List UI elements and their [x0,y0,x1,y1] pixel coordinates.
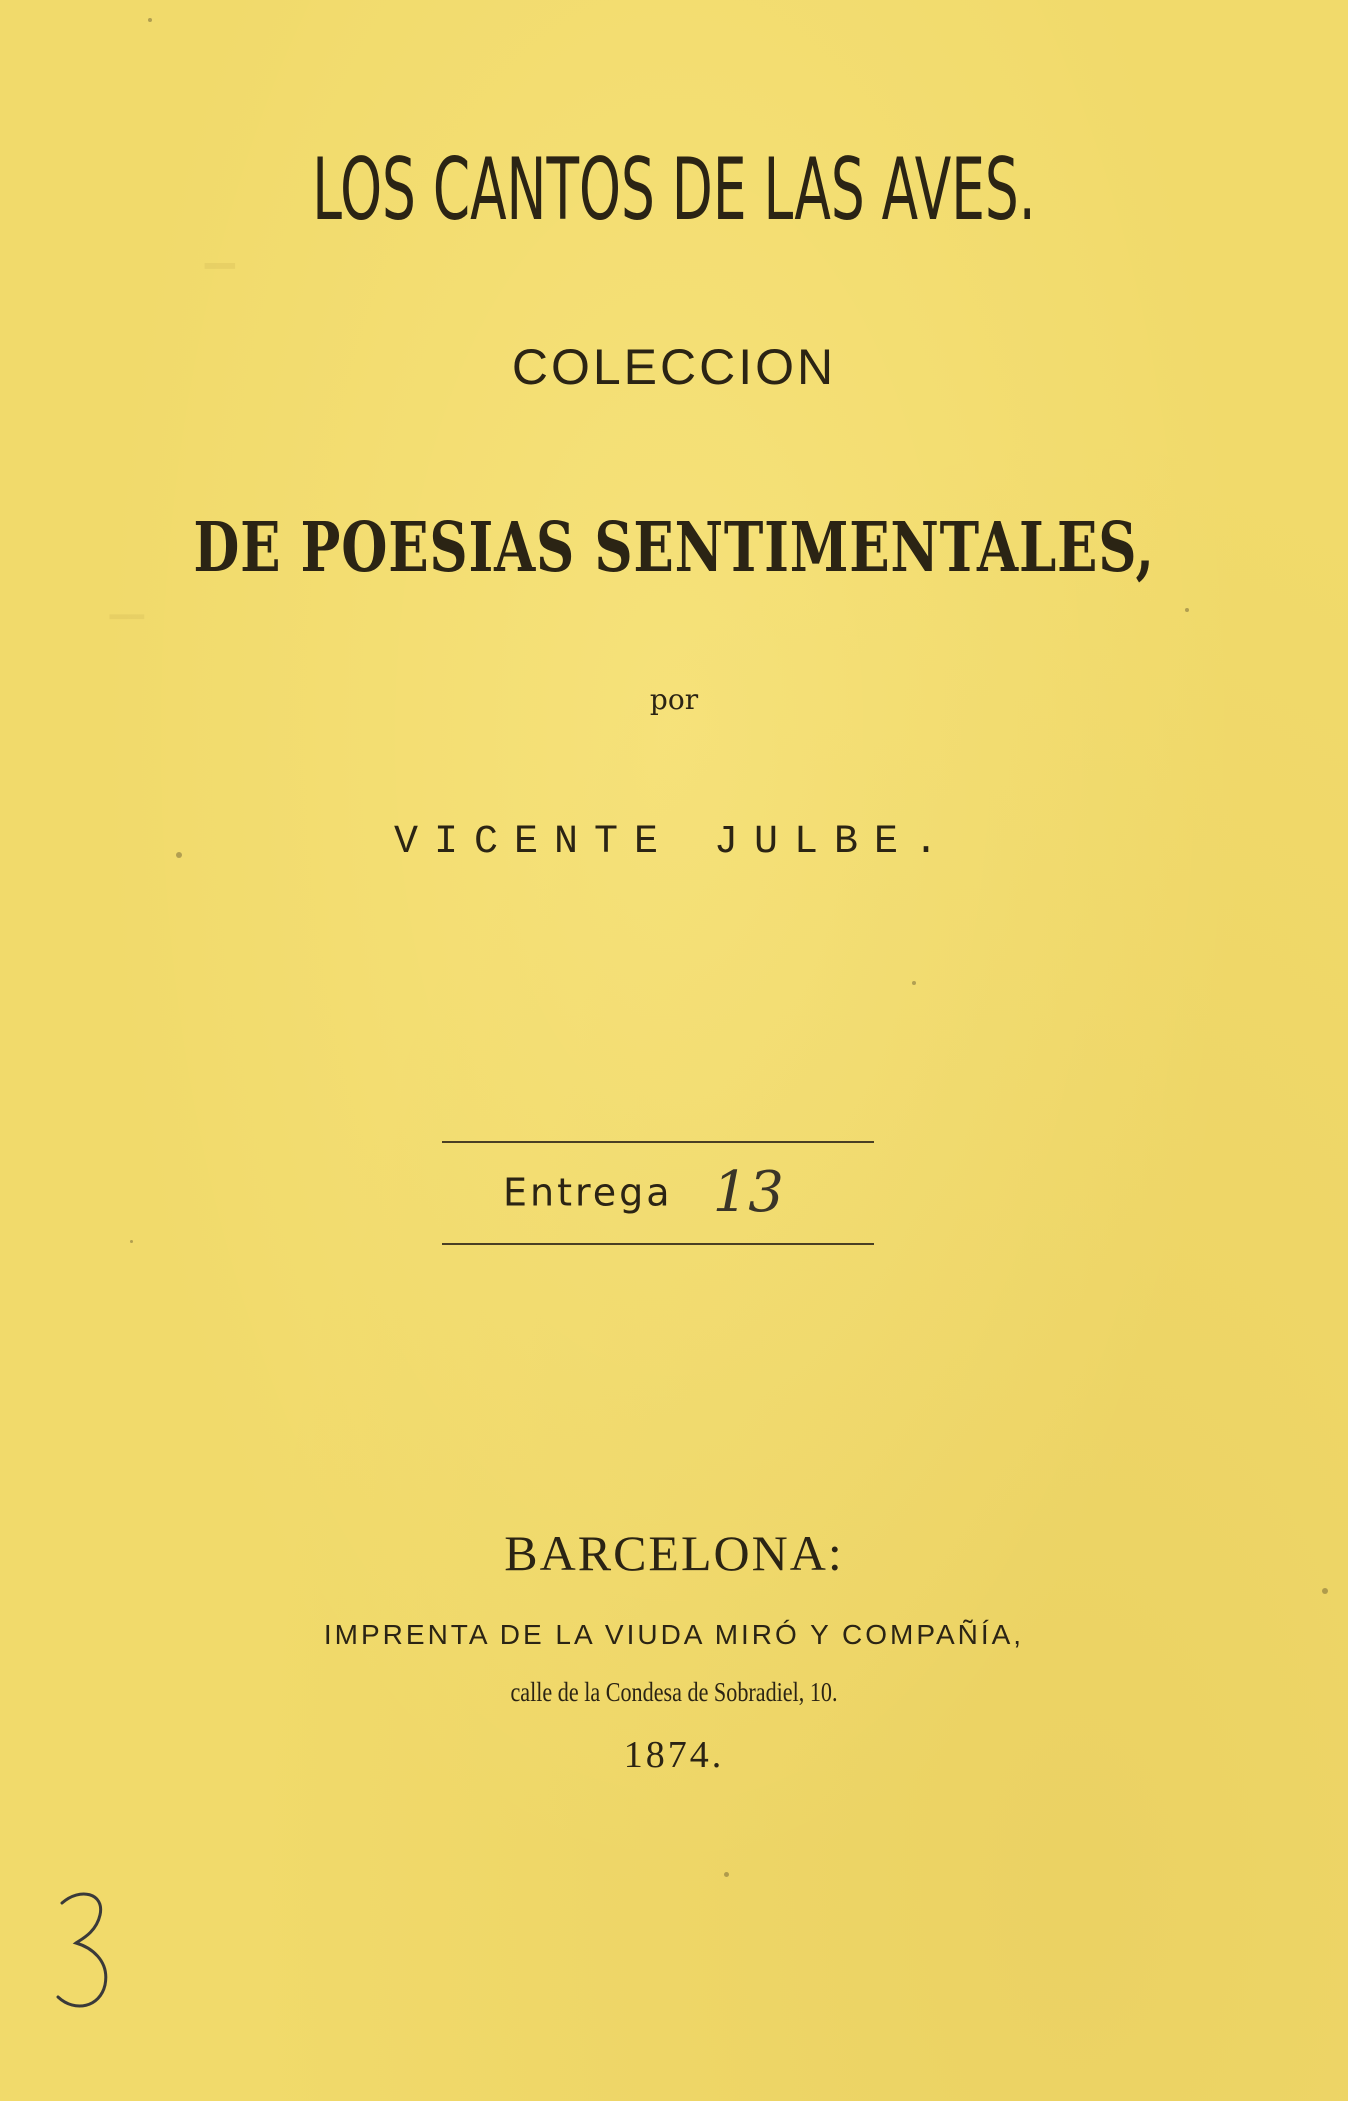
paper-speck [130,1240,133,1243]
printer-address: calle de la Condesa de Sobradiel, 10. [510,1677,838,1707]
book-title: LOS CANTOS DE LAS AVES. [312,140,1036,240]
paper-speck [724,1872,729,1877]
by-label: por [649,683,699,716]
author-name: VICENTE JULBE. [393,820,955,865]
installment-rule-bottom [442,1243,874,1245]
paper-speck [148,18,152,22]
paper-speck [176,852,182,858]
paper-speck [1185,608,1189,612]
publication-year: 1874. [623,1734,725,1776]
paper-speck [912,981,916,985]
collection-label: COLECCION [511,339,837,395]
installment-line [503,1160,784,1230]
show-through-title: ─ [205,225,235,307]
handwritten-margin-number [50,1885,120,2015]
printer-name: IMPRENTA DE LA VIUDA MIRÓ Y COMPAÑÍA, [323,1619,1025,1650]
show-through-subtitle: ─ [110,585,144,650]
installment-rule-top [442,1141,874,1143]
installment-label: Entrega [503,1170,673,1215]
installment-number: 13 [712,1160,784,1225]
book-subtitle: DE POESIAS SENTIMENTALES, [193,508,1155,588]
paper-speck [1322,1588,1328,1594]
publication-city: BARCELONA: [504,1525,844,1581]
